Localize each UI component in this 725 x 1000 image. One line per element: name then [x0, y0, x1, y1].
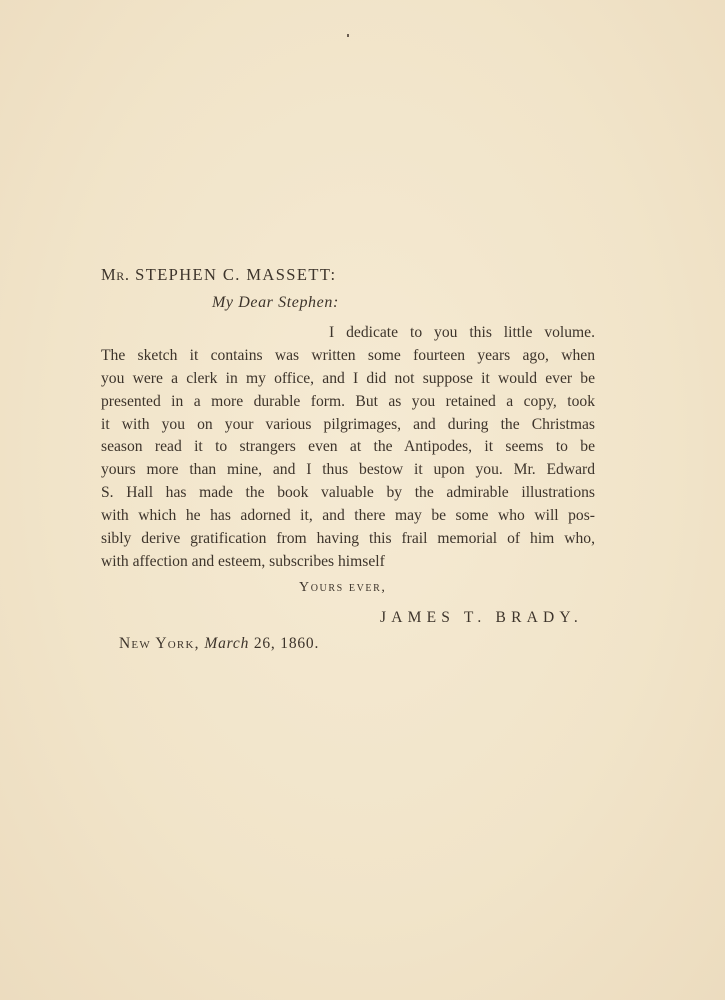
body-line: I dedicate to you this little volume.: [329, 324, 595, 341]
body-line: season read it to strangers even at the Antipodes, it seems to be: [101, 438, 595, 456]
letter-address: My Dear Stephen:: [212, 294, 339, 311]
body-line: with which he has adorned it, and there may be some who will pos-: [101, 507, 595, 525]
body-line: sibly derive gratification from having this frail memorial of him who,: [101, 530, 595, 548]
body-line: presented in a more durable form. But as you retained a copy, took: [101, 392, 595, 410]
salutation: [101, 265, 336, 285]
letter-signature: JAMES T. BRADY.: [380, 609, 583, 626]
date-day-year: 26, 1860.: [253, 635, 320, 652]
place-and-date: [119, 635, 319, 653]
printing-speck: [347, 34, 349, 37]
body-line: S. Hall has made the book valuable by the admirable illustrations: [101, 484, 595, 502]
place: New York,: [119, 635, 200, 652]
salutation-name: STEPHEN C. MASSETT:: [129, 265, 337, 284]
letter-body: [101, 322, 595, 574]
body-line: it with you on your various pilgrimages, and during the Christmas: [101, 415, 595, 433]
salutation-title: Mr.: [101, 265, 130, 284]
letter-closing: Yours ever,: [299, 580, 387, 595]
date-month: March: [204, 635, 250, 652]
body-line: you were a clerk in my office, and I did not suppose it would ever be: [101, 369, 595, 387]
body-line: with affection and esteem, subscribes himself: [101, 552, 385, 570]
body-line: The sketch it contains was written some fourteen years ago, when: [101, 346, 595, 364]
body-line: yours more than mine, and I thus bestow it upon you. Mr. Edward: [101, 461, 595, 479]
